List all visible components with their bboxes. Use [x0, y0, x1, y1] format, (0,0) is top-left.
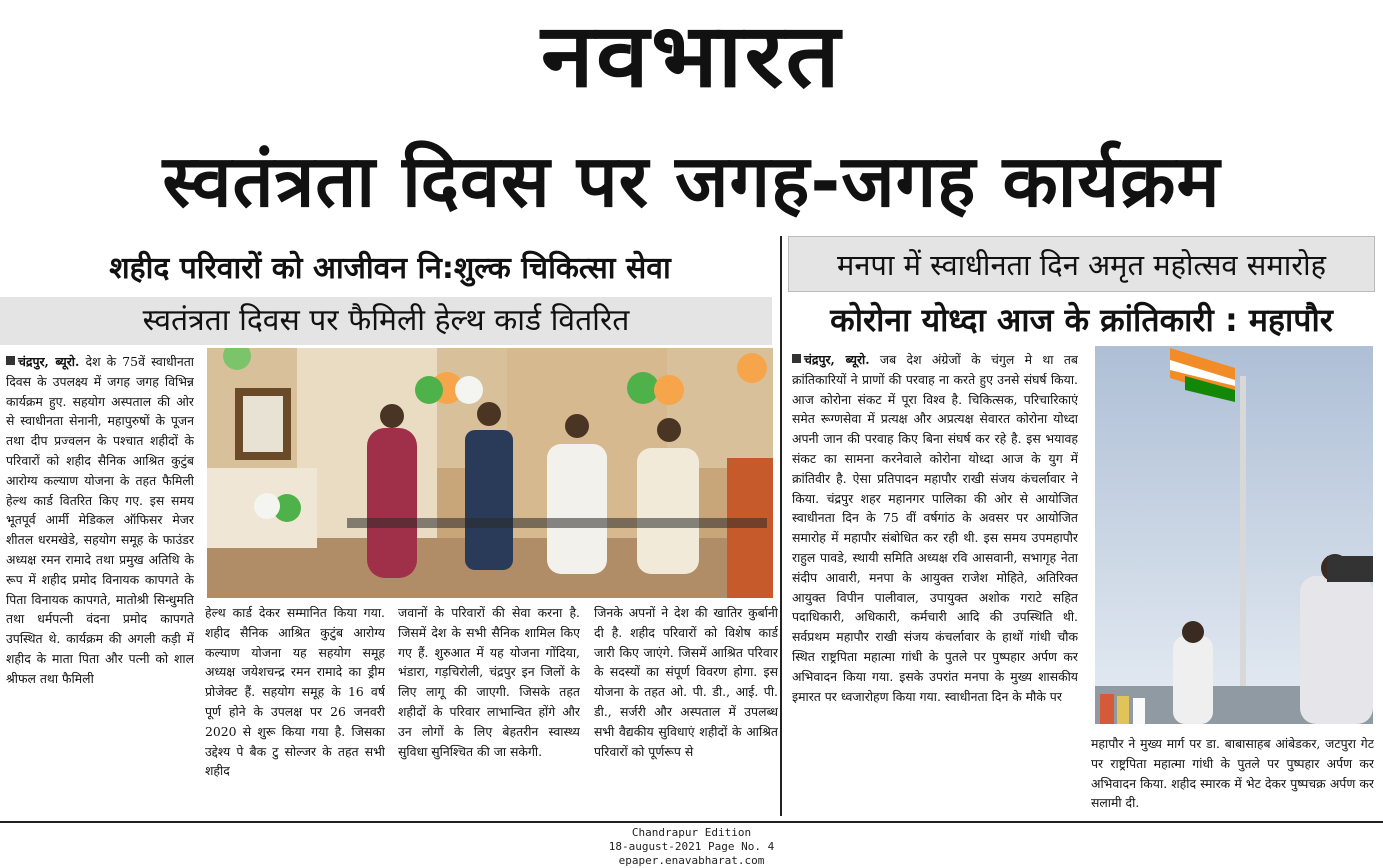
edition-date-page: 18-august-2021 Page No. 4 [608, 840, 775, 853]
left-story-column-2-text: हेल्थ कार्ड देकर सम्मानित किया गया. शहीद सैनिक आश्रित कुटुंब आरोग्य कल्याण योजना यह सहयोग समूह अध्यक्ष जयेशचन्द्र रमन रामादे का ड्रीम प्रोजेक्ट हैं. सहयोग समूह के 16 वर्ष पूर्ण होने के उपलक्ष पर 26 जनवरी 2020 से शुरू किया गया है. जिसका उद्देश्य पे बैक टु सोल्जर के तहत सभी शहीद [205, 605, 385, 779]
left-story-column-1 [6, 352, 194, 814]
bullet-square-icon [6, 356, 15, 365]
edition-name: Chandrapur Edition [631, 826, 752, 839]
right-story-dateline: चंद्रपुर, ब्यूरो. [804, 352, 870, 367]
left-story-subheadline: स्वतंत्रता दिवस पर फैमिली हेल्थ कार्ड वितरित [0, 297, 772, 345]
bullet-square-icon [792, 354, 801, 363]
left-story-kicker: शहीद परिवारों को आजीवन नि:शुल्क चिकित्सा सेवा [109, 251, 671, 286]
footer-rule [0, 821, 1383, 823]
right-story-kicker: मनपा में स्वाधीनता दिन अमृत महोत्सव समारोह [788, 236, 1375, 292]
left-story-column-4-text: जिनके अपनों ने देश की खातिर कुर्बानी दी है. शहीद परिवारों को विशेष कार्ड जारी किए जाएंगे. जिसमें आश्रित परिवार के सदस्यों का संपूर्ण विवरण होगा. इस योजना के तहत ओ. पी. डी., आई. पी. डी., सर्जरी और अस्पताल में उपलब्ध सभी वैद्यकीय सुविधाएं शहीदों के आश्रित परिवारों को पूर्णरूप से [594, 605, 778, 759]
column-divider [780, 236, 782, 816]
masthead: नवभारत [541, 4, 842, 107]
left-story-column-3 [398, 603, 580, 815]
right-story-column-2 [1091, 734, 1374, 816]
main-headline: स्वतंत्रता दिवस पर जगह-जगह कार्यक्रम [162, 139, 1221, 223]
left-story-column-1-text: देश के 75वें स्वाधीनता दिवस के उपलक्ष्य में जगह जगह विभिन्न कार्यक्रम हुए. सहयोग अस्पताल की ओर से स्वाधीनता सेनानी, महापुरुषों के पूजन तथा दीप प्रज्वलन के पश्चात शहीदों के परिवारों को शहीद सैनिक आश्रित कुटुंब आरोग्य कल्याण योजना के तहत फैमिली हेल्थ कार्ड वितरित किए गए. इस समय भूतपूर्व आर्मी मेडिकल ऑफिसर मेजर शीतल धरमखेडे, सहयोग समूह के फाउंडर अध्यक्ष रमन रामादे तथा प्रमुख अतिथि के रूप में शहीद प्रमोद विनायक कापगते के पिता विनायक कापगते, मातोश्री सिन्धुमति तथा धर्मपत्नी वंदना प्रमोद कापगते उपस्थित थे. कार्यक्रम की अगली कड़ी में शहीद के माता पिता और पत्नी को शाल श्रीफल तथा फैमिली [6, 354, 194, 686]
event-photo [207, 348, 773, 598]
epaper-url: epaper.enavabharat.com [618, 854, 765, 867]
left-story-column-4 [594, 603, 778, 815]
right-story-column-1-text: जब देश अंग्रेजों के चंगुल मे था तब क्रांतिकारियों ने प्राणों की परवाह ना करते हुए उनसे संघर्ष किया. आज कोरोना संकट में पूरा विश्व है. चिकित्सक, परिचारिकाएं समेत रूग्णसेवा में प्रत्यक्ष और अप्रत्यक्ष सेवारत कोरोना योध्दा अपनी जान की परवाह किए बिना संघर्ष कर रहे है. इस भयावह संकट का सामना करनेवाले कोरोना योध्दा आज के युग में क्रांतिवीर है. ऐसा प्रतिपादन महापौर राखी संजय कंचर्लावार ने किया. चंद्रपुर शहर महानगर पालिका की ओर से आयोजित स्वाधीनता दिन के 75 वीं वर्षगांठ के अवसर पर आयोजित समारोह में महापौर संबोधित कर रही थी. इस समय उपमहापौर राहुल पावडे, स्थायी समिति अध्यक्ष रवि आसवानी, सभागृह नेता संदीप आवारी, मनपा के आयुक्त राजेश मोहिते, अतिरिक्त आयुक्त विपीन पालीवाल, उपायुक्त अशोक गराटे सहित पदाधिकारी, अधिकारी, कर्मचारी आदि की उपस्थिति थी. सर्वप्रथम महापौर राखी संजय कंचर्लावार के हाथों गांधी चौक स्थित राष्ट्रपिता महात्मा गांधी के पुतले पर पुष्पहार अर्पण कर अभिवादन किया गया. इसके उपरांत मनपा के मुख्य शासकीय इमारत पर ध्वजारोहण किया गया. स्वाधीनता दिन के मौके पर [792, 352, 1078, 704]
flag-hoisting-photo [1095, 346, 1373, 724]
right-story-column-1 [792, 350, 1078, 816]
left-story-column-3-text: जवानों के परिवारों की सेवा करना है. जिसमें देश के सभी सैनिक शामिल किए गए हैं. शुरुआत में यह योजना गोंदिया, भंडारा, गड़चिरोली, चंद्रपुर इन जिलों के लिए लागू की जाएगी. जिसके तहत शहीदों के परिवार लाभान्वित होंगे और उन लोगों के लिए बेहतरीन स्वास्थ्य सुविधा सुनिश्चित की जा सकेगी. [398, 605, 580, 759]
right-story-headline: कोरोना योध्दा आज के क्रांतिकारी : महापौर [830, 301, 1333, 339]
left-story-column-2 [205, 603, 385, 815]
right-story-column-2-text: महापौर ने मुख्य मार्ग पर डा. बाबासाहब आंबेडकर, जटपुरा गेट पर राष्ट्रपिता महात्मा गांधी के पुतले पर पुष्पहार अर्पण कर अभिवादन किया. शहीद स्मारक में भेट देकर पुष्पचक्र अर्पण कर सलामी दी. [1091, 736, 1374, 811]
edition-footer [0, 826, 1383, 868]
left-story-dateline: चंद्रपुर, ब्यूरो. [18, 354, 80, 369]
